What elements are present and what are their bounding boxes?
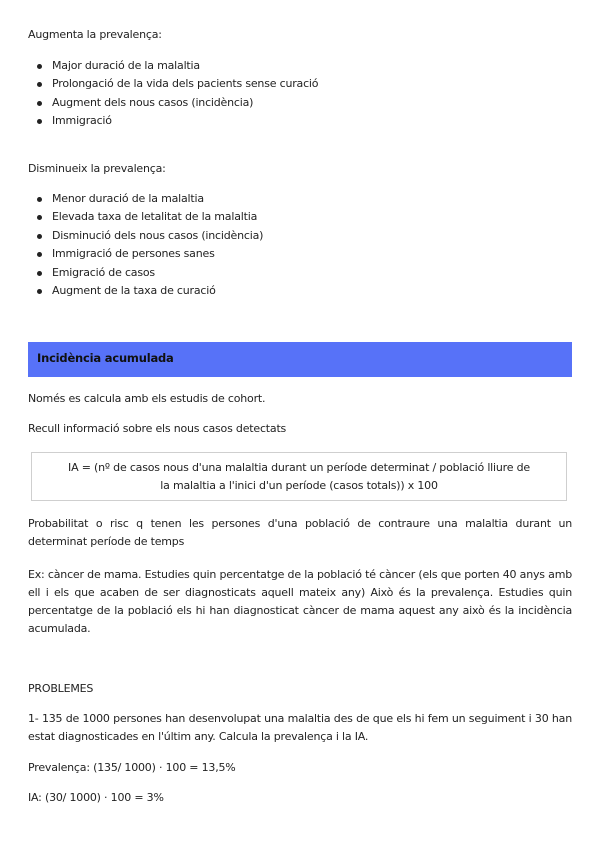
increase-list [28, 57, 318, 131]
list-item: Emigració de casos [28, 264, 263, 282]
ia-result: IA: (30/ 1000) · 100 = 3% [28, 791, 164, 804]
prevalence-result: Prevalença: (135/ 1000) · 100 = 13,5% [28, 761, 236, 774]
problem-1-text: 1- 135 de 1000 persones han desenvolupat una malaltia des de que els hi fem un seguiment i 30 han estat diagnosticades en l'últim any. Calcula la prevalença i la IA. [28, 712, 572, 743]
decrease-title: Disminueix la prevalença: [28, 162, 166, 175]
increase-title: Augmenta la prevalença: [28, 28, 162, 41]
list-item: Elevada taxa de letalitat de la malaltia [28, 208, 263, 226]
list-item: Disminució dels nous casos (incidència) [28, 227, 263, 245]
list-item: Prolongació de la vida dels pacients sense curació [28, 75, 318, 93]
formula-text: IA = (nº de casos nous d'una malaltia durant un període determinat / població lliure de la malaltia a l'inici d'un període (casos totals)) x 100 [68, 461, 530, 492]
definition-paragraph: Probabilitat o risc q tenen les persones d'una població de contraure una malaltia durant un determinat període de temps [28, 517, 572, 548]
list-item: Augment dels nous casos (incidència) [28, 94, 318, 112]
new-cases-note: Recull informació sobre els nous casos detectats [28, 422, 287, 435]
list-item: Major duració de la malaltia [28, 57, 318, 75]
formula-box [31, 452, 567, 501]
list-item: Augment de la taxa de curació [28, 282, 263, 300]
decrease-list [28, 190, 263, 300]
cohort-note: Només es calcula amb els estudis de cohort. [28, 392, 266, 405]
section-heading-bar [28, 342, 572, 377]
example-paragraph: Ex: càncer de mama. Estudies quin percentatge de la població té càncer (els que porten 40 anys amb ell i els que acaben de ser diagnosticats aquell mateix any) Això és la prevalença. Estudies quin percentatge de la població els hi han diagnosticat càncer de mama aquest any això és la incidència acumulada. [28, 568, 572, 635]
list-item: Menor duració de la malaltia [28, 190, 263, 208]
list-item: Immigració de persones sanes [28, 245, 263, 263]
section-heading: Incidència acumulada [37, 351, 174, 365]
list-item: Immigració [28, 112, 318, 130]
problems-title: PROBLEMES [28, 682, 94, 695]
